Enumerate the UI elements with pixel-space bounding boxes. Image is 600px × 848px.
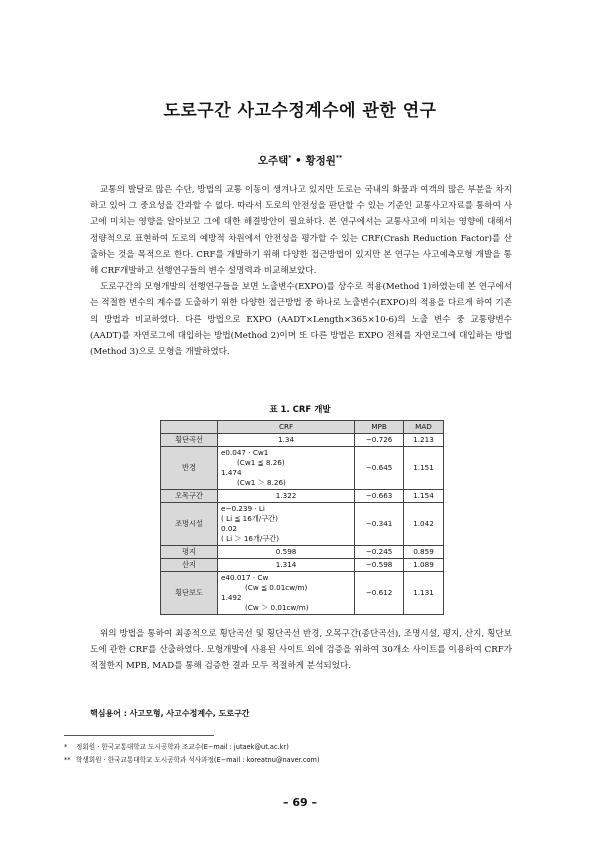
footnote-text: 학생회원 · 한국교통대학교 도시공학과 석사과정(E−mail : koreatnu@naver.com) (76, 756, 320, 764)
formula-line: e0.047 · Cw1 (221, 448, 269, 457)
author-line (0, 153, 600, 168)
mad-value: 1.042 (403, 503, 443, 546)
mad-value: 0.859 (403, 546, 443, 559)
row-label: 산지 (161, 559, 218, 572)
mpb-value: −0.726 (355, 434, 404, 447)
formula-line: 1.492 (221, 593, 242, 602)
footnote-text: 정회원 · 한국교통대학교 도시공학과 조교수(E−mail : jutaek@ut.ac.kr) (76, 743, 289, 751)
paper-title: 도로구간 사고수정계수에 관한 연구 (163, 101, 437, 121)
abstract-paragraph: 교통의 발달로 많은 수단, 방법의 교통 이동이 생겨나고 있지만 도로는 국내의 화물과 여객의 많은 부분을 차지하고 있어 그 중요성을 간과할 수 없다. 따라서 도로의 안전성을 판단할 수 있는 기준인 교통사고자료를 통하여 사고에 미치는 영향을 알아보고 그에 대한 해결방안이 필요하다. 본 연구에서는 교통사고에 미치는 영향에 대해서 정량적으로 표현하여 도로의 예방적 차원에서 안전성을 평가할 수 있는 CRF(Crash Reduction Factor)를 산출하는 것을 목적으로 한다. CRF를 개발하기 위해 다양한 접근방법이 있지만 본 연구는 사고예측모형 개발을 통해 CRF개발하고 선행연구들의 변수 설명력과 비교해보았다. (90, 185, 512, 277)
mpb-value: −0.245 (355, 546, 404, 559)
mpb-value: −0.645 (355, 447, 404, 490)
table-caption: 표 1. CRF 개발 (269, 405, 331, 415)
mpb-value: −0.663 (355, 490, 404, 503)
formula-condition: (Cw1 ＞ 8.26) (237, 478, 286, 487)
body-paragraph: 위의 방법을 통하여 최종적으로 횡단곡선 및 횡단곡선 반경, 오목구간(종단곡선), 조명시설, 평지, 산지, 횡단보도에 관한 CRF를 산출하였다. 모형개발에 사용된 사이트 외에 검증을 위하여 30개소 사이트를 이용하여 CRF가 적절한지 MPB, MAD를 통해 검증한 결과 모두 적절하게 분석되었다. (90, 629, 512, 672)
formula-line: e−0.239 · Li (221, 504, 265, 513)
footnote-mark: ** (64, 756, 71, 764)
crf-table (160, 420, 444, 615)
crf-formula (218, 572, 355, 615)
row-label: 오목구간 (161, 490, 218, 503)
author-footnote-mark: * (288, 154, 292, 162)
table-header-cell (161, 421, 218, 434)
author-separator: • (291, 155, 306, 167)
table-row (161, 503, 444, 546)
mad-value: 1.213 (403, 434, 443, 447)
formula-condition: ( Li ≦ 16개/구간) (221, 514, 278, 523)
table-row (161, 572, 444, 615)
footnote-rule (64, 735, 214, 736)
mad-value: 1.131 (403, 572, 443, 615)
formula-line: e40.017 · Cw (221, 573, 269, 582)
crf-formula (218, 447, 355, 490)
author-name: 오주택 (257, 155, 289, 167)
table-row (161, 546, 444, 559)
footnote (64, 754, 534, 767)
footnote (64, 741, 534, 754)
abstract-paragraph: 도로구간의 모형개발의 선행연구들을 보면 노출변수(EXPO)를 상수로 적용(Method 1)하였는데 본 연구에서는 적절한 변수의 계수를 도출하기 위한 다양한 접근방법 중 하나로 노출변수(EXPO)의 적용을 다르게 하여 기존의 방법과 비교하였다. 다른 방법으로 EXPO (AADT×Length×365×10-6)의 노출 변수 중 교통량변수(AADT)를 자연로그에 대입하는 방법(Method 2)이며 또 다른 방법은 EXPO 전체를 자연로그에 대입하는 방법(Method 3)으로 모형을 개발하였다. (90, 282, 512, 358)
footnote-mark: * (64, 743, 68, 751)
crf-value: 1.34 (218, 434, 355, 447)
footnotes (64, 741, 534, 767)
mad-value: 1.154 (403, 490, 443, 503)
crf-value: 0.598 (218, 546, 355, 559)
table-header-row (161, 421, 444, 434)
table-row (161, 490, 444, 503)
table-header-cell: MAD (403, 421, 443, 434)
formula-condition: ( Li ＞ 16개/구간) (221, 534, 280, 543)
keywords: 핵심용어 : 사고모형, 사고수정계수, 도로구간 (90, 709, 250, 718)
crf-formula (218, 503, 355, 546)
crf-value: 1.314 (218, 559, 355, 572)
row-label: 조명시설 (161, 503, 218, 546)
mpb-value: −0.612 (355, 572, 404, 615)
mpb-value: −0.598 (355, 559, 404, 572)
table-row (161, 559, 444, 572)
mad-value: 1.151 (403, 447, 443, 490)
formula-condition: (Cw ≦ 0.01cw/m) (245, 583, 308, 592)
author-footnote-mark: ** (335, 154, 343, 162)
row-label: 횡단보도 (161, 572, 218, 615)
row-label: 반경 (161, 447, 218, 490)
page-number: – 69 – (283, 796, 317, 809)
author-name: 황정원 (305, 155, 336, 167)
formula-line: 1.474 (221, 468, 242, 477)
mad-value: 1.089 (403, 559, 443, 572)
abstract (90, 182, 512, 360)
formula-condition: (Cw ＞ 0.01cw/m) (245, 603, 309, 612)
mpb-value: −0.341 (355, 503, 404, 546)
formula-condition: (Cw1 ≦ 8.26) (237, 458, 285, 467)
formula-line: 0.02 (221, 524, 238, 533)
table-header-cell: CRF (218, 421, 355, 434)
table-row (161, 434, 444, 447)
row-label: 횡단곡선 (161, 434, 218, 447)
row-label: 평지 (161, 546, 218, 559)
table-header-cell: MPB (355, 421, 404, 434)
body-text (90, 626, 512, 675)
table-row (161, 447, 444, 490)
crf-value: 1.322 (218, 490, 355, 503)
